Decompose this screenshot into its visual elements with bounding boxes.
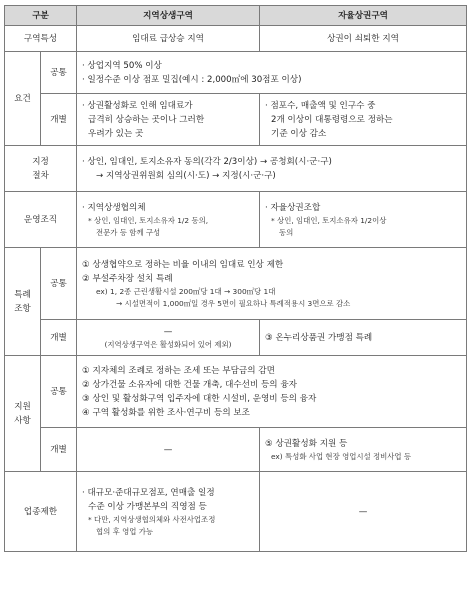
support-line: ③ 상인 및 활성화구역 입주자에 대한 시설비, 운영비 등의 융자	[82, 393, 317, 404]
text-line: · 점포수, 매출액 및 인구수 중	[265, 100, 376, 111]
requirements-individual-a	[77, 94, 260, 146]
operation-title: · 지역상생협의체	[82, 202, 146, 213]
label-line: 지정	[32, 156, 49, 167]
restriction-a	[77, 472, 260, 552]
header-local-coexistence-zone: 지역상생구역	[77, 6, 260, 26]
special-note: → 시설면적이 1,000㎡일 경우 5면이 필요하나 특례적용시 3면으로 감소	[116, 298, 351, 308]
label-line: 지원	[14, 401, 31, 412]
operation-a	[77, 192, 260, 248]
special-label	[5, 248, 41, 356]
zone-feature-row	[5, 26, 467, 52]
restriction-b: —	[260, 472, 467, 552]
restriction-label: 업종제한	[5, 472, 77, 552]
support-individual-note: ex) 특성화 사업 현장 영업시설 정비사업 등	[271, 451, 412, 461]
operation-row	[5, 192, 467, 248]
operation-label: 운영조직	[5, 192, 77, 248]
operation-note: 전문가 등 함께 구성	[96, 227, 161, 237]
requirements-common-row	[5, 52, 467, 94]
special-common-content	[77, 248, 467, 320]
zone-comparison-table	[4, 5, 467, 552]
procedure-content	[77, 146, 467, 192]
procedure-row	[5, 146, 467, 192]
support-label	[5, 356, 41, 472]
support-individual-b	[260, 428, 467, 472]
special-individual-label: 개별	[41, 320, 77, 356]
support-line: ④ 구역 활성화를 위한 조사·연구비 등의 보조	[82, 407, 250, 418]
zone-feature-label: 구역특성	[5, 26, 77, 52]
dash: —	[163, 326, 173, 337]
special-individual-note: (지역상생구역은 활성화되어 있어 제외)	[104, 339, 232, 349]
support-line: ② 상가건물 소유자에 대한 건물 개축, 대수선비 등의 융자	[82, 379, 297, 390]
requirements-common-label: 공통	[41, 52, 77, 94]
support-common-content	[77, 356, 467, 428]
support-line: ① 지자체의 조례로 정하는 조세 또는 부담금의 감면	[82, 365, 275, 376]
requirements-individual-b	[260, 94, 467, 146]
header-autonomous-commercial-zone: 자율상권구역	[260, 6, 467, 26]
special-individual-b: ③ 온누리상품권 가맹점 특례	[260, 320, 467, 356]
restriction-note: * 다만, 지역상생협의체와 사전사업조정	[88, 514, 216, 524]
support-individual-label: 개별	[41, 428, 77, 472]
operation-note: 동의	[279, 227, 294, 237]
restriction-line: · 대규모·준대규모점포, 연매출 일정	[82, 487, 215, 498]
requirements-common-line: · 상업지역 50% 이상	[82, 60, 162, 71]
special-line: ② 부설주차장 설치 특례	[82, 273, 173, 284]
support-individual-title: ⑤ 상권활성화 지원 등	[265, 438, 348, 449]
support-common-row	[5, 356, 467, 428]
zone-feature-a: 임대료 급상승 지역	[77, 26, 260, 52]
special-individual-a	[77, 320, 260, 356]
zone-feature-b: 상권이 쇠퇴한 지역	[260, 26, 467, 52]
support-individual-a: —	[77, 428, 260, 472]
operation-note: * 상인, 임대인, 토지소유자 1/2 동의,	[88, 215, 209, 225]
label-line: 조항	[14, 303, 31, 314]
special-common-row	[5, 248, 467, 320]
requirements-individual-label: 개별	[41, 94, 77, 146]
operation-note: * 상인, 임대인, 토지소유자 1/2이상	[271, 215, 387, 225]
label-line: 절차	[32, 170, 49, 181]
procedure-line: · 상인, 임대인, 토지소유자 동의(각각 2/3이상) → 공청회(시·군·구)	[82, 156, 332, 167]
text-line: 기준 이상 감소	[271, 128, 327, 139]
restriction-line: 수준 이상 가맹본부의 직영점 등	[88, 501, 207, 512]
text-line: 급격히 상승하는 곳이나 그러한	[88, 114, 205, 125]
text-line: · 상권활성화로 인해 임대료가	[82, 100, 193, 111]
special-line: ① 상생협약으로 정하는 비율 이내의 임대료 인상 제한	[82, 259, 284, 270]
label-line: 특례	[14, 289, 31, 300]
text-line: 우려가 있는 곳	[88, 128, 144, 139]
operation-title: · 자율상권조합	[265, 202, 321, 213]
restriction-row	[5, 472, 467, 552]
support-individual-row	[5, 428, 467, 472]
procedure-line: → 지역상권위원회 심의(시·도) → 지정(시·군·구)	[96, 170, 276, 181]
special-note: ex) 1, 2종 근린생활시설 200㎡당 1대 → 300㎡당 1대	[96, 286, 276, 296]
requirements-individual-row	[5, 94, 467, 146]
support-common-label: 공통	[41, 356, 77, 428]
label-line: 사항	[14, 415, 31, 426]
requirements-common-line: · 일정수준 이상 점포 밀집(예시 : 2,000㎡에 30점포 이상)	[82, 74, 302, 85]
requirements-common-content	[77, 52, 467, 94]
procedure-label	[5, 146, 77, 192]
special-individual-row	[5, 320, 467, 356]
restriction-note: 협의 후 영업 가능	[96, 526, 154, 536]
header-category: 구분	[5, 6, 77, 26]
text-line: 2개 이상이 대통령령으로 정하는	[271, 114, 393, 125]
special-common-label: 공통	[41, 248, 77, 320]
header-row	[5, 6, 467, 26]
operation-b	[260, 192, 467, 248]
requirements-label: 요건	[5, 52, 41, 146]
